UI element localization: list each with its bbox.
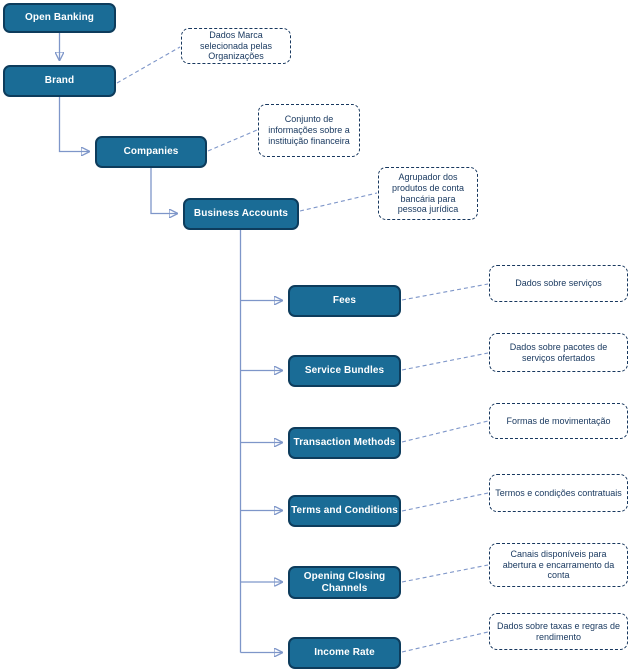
annotation-line-companies [208,130,257,151]
connector-brand-companies [60,97,90,152]
node-open-banking: Open Banking [3,3,116,33]
note-opening-closing-channels: Canais disponíveis para abertura e encarramento da conta [489,543,628,587]
annotation-line-service-bundles [402,353,488,370]
annotation-line-business [300,193,377,211]
annotation-line-income-rate [402,632,488,652]
node-income-rate: Income Rate [288,637,401,669]
node-service-bundles: Service Bundles [288,355,401,387]
note-terms-and-conditions: Termos e condições contratuais [489,474,628,512]
node-fees: Fees [288,285,401,317]
node-transaction-methods: Transaction Methods [288,427,401,459]
node-brand: Brand [3,65,116,97]
annotation-line-terms [402,493,488,511]
note-business-accounts: Agrupador dos produtos de conta bancária para pessoa jurídica [378,167,478,220]
annotation-line-fees [402,284,488,300]
note-brand: Dados Marca selecionada pelas Organizações [181,28,291,64]
note-transaction-methods: Formas de movimentação [489,403,628,439]
annotation-line-brand [117,47,180,83]
annotation-line-opening-closing [402,565,488,582]
node-companies: Companies [95,136,207,168]
connector-companies-business [151,168,177,214]
node-business-accounts: Business Accounts [183,198,299,230]
note-income-rate: Dados sobre taxas e regras de rendimento [489,613,628,650]
node-opening-closing-channels: Opening Closing Channels [288,566,401,599]
annotation-line-transaction-methods [402,421,488,442]
node-terms-and-conditions: Terms and Conditions [288,495,401,527]
note-companies: Conjunto de informações sobre a instituição financeira [258,104,360,157]
note-fees: Dados sobre serviços [489,265,628,302]
note-service-bundles: Dados sobre pacotes de serviços ofertados [489,333,628,372]
